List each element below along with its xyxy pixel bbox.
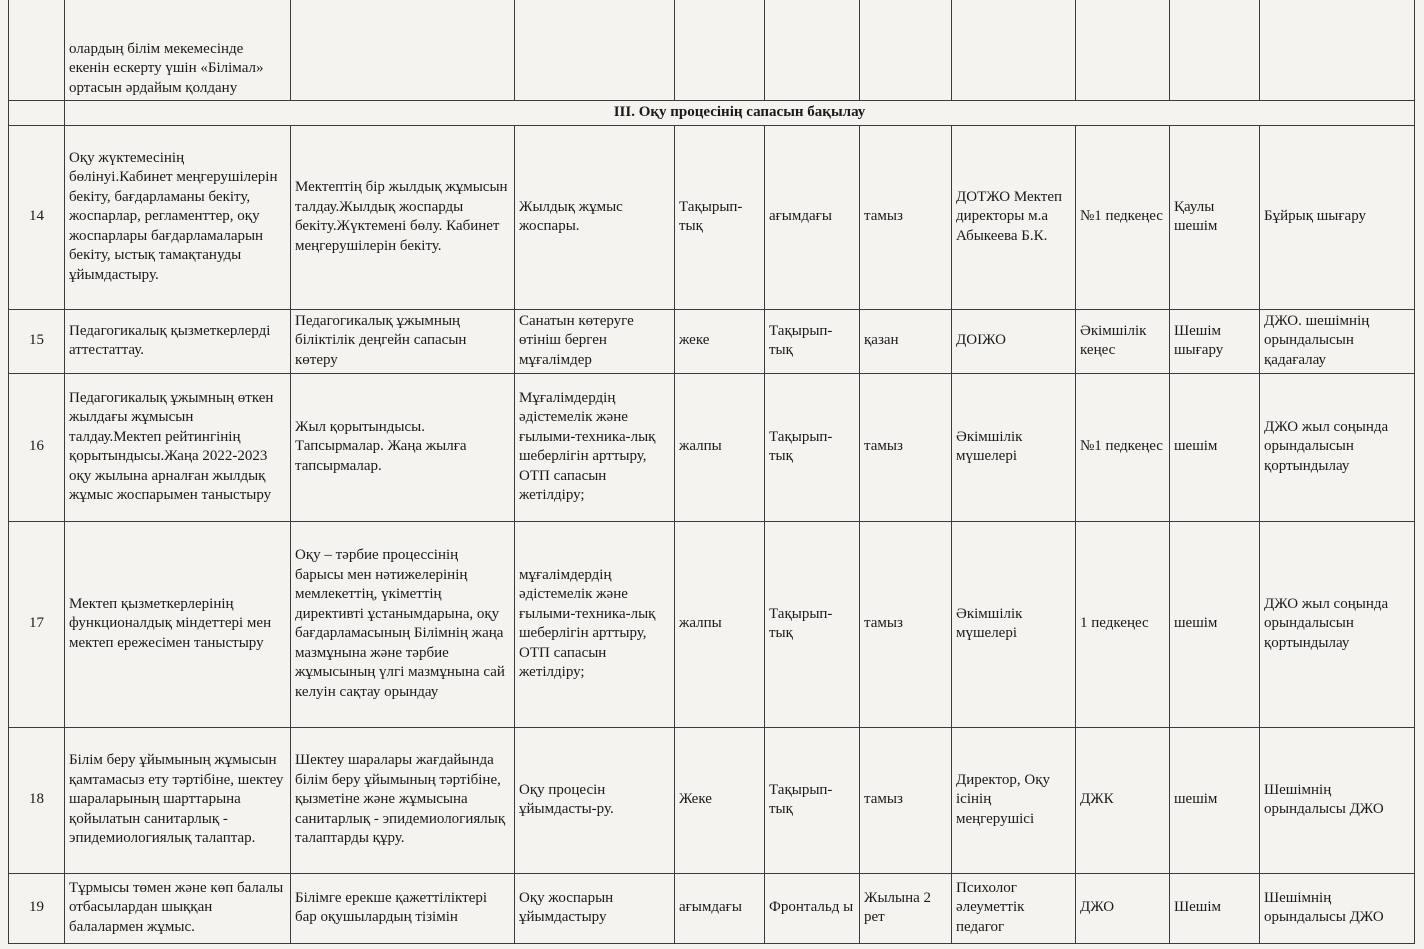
time-cell bbox=[860, 0, 952, 101]
row-number-cell bbox=[9, 0, 65, 101]
purpose-cell: Шектеу шаралары жағдайында білім беру ұйымының тәртібіне, қызметіне және жұмысына санитарлық - эпидемиологиялық талаптарды құру. bbox=[291, 727, 515, 873]
time-cell: тамыз bbox=[860, 373, 952, 521]
section-title: III. Оқу процесінің сапасын бақылау bbox=[65, 101, 1415, 126]
method-cell: ағымдағы bbox=[765, 125, 860, 309]
decision-cell: Қаулы шешім bbox=[1170, 125, 1260, 309]
method-cell: Тақырып-тық bbox=[765, 373, 860, 521]
method-cell: Фронтальд ы bbox=[765, 873, 860, 943]
table-row-continued bbox=[9, 0, 1415, 101]
content-cell: Тұрмысы төмен және көп балалы отбасылардан шыққан балалармен жұмыс. bbox=[65, 873, 291, 943]
responsible-cell: Психолог әлеуметтік педагог bbox=[952, 873, 1076, 943]
table-row bbox=[9, 373, 1415, 521]
table-row bbox=[9, 125, 1415, 309]
place-cell: ДЖК bbox=[1076, 727, 1170, 873]
table-row bbox=[9, 309, 1415, 373]
content-cell: Педагогикалық ұжымның өткен жылдағы жұмысын талдау.Мектеп рейтингінің қорытындысы.Жаңа 2022-2023 оқу жылына арналған жылдық жұмыс жоспарымен таныстыру bbox=[65, 373, 291, 521]
time-cell: тамыз bbox=[860, 727, 952, 873]
place-cell: 1 педкеңес bbox=[1076, 521, 1170, 727]
result-cell: Шешімнің орындалысы ДЖО bbox=[1260, 727, 1415, 873]
object-cell bbox=[515, 0, 675, 101]
purpose-cell: Мектептің бір жылдық жұмысын талдау.Жылдық жоспарды бекіту.Жүктемені бөлу. Кабинет меңгерушілерін бекіту. bbox=[291, 125, 515, 309]
table-row bbox=[9, 873, 1415, 943]
result-cell: Шешімнің орындалысы ДЖО bbox=[1260, 873, 1415, 943]
time-cell: тамыз bbox=[860, 521, 952, 727]
type-cell: Тақырып-тық bbox=[675, 125, 765, 309]
decision-cell bbox=[1170, 0, 1260, 101]
type-cell: жеке bbox=[675, 309, 765, 373]
row-number: 18 bbox=[9, 727, 65, 873]
time-cell: тамыз bbox=[860, 125, 952, 309]
content-cell: Оқу жүктемесінің бөлінуі.Кабинет меңгерушілерін бекіту, бағдарламаны бекіту, жоспарлар, регламенттер, оқу жоспарлары бағдарламаларын бекіту, ыстық тамақтануды ұйымдастыру. bbox=[65, 125, 291, 309]
responsible-cell: ДОТЖО Мектеп директоры м.а Абыкеева Б.К. bbox=[952, 125, 1076, 309]
place-cell: Әкімшілік кеңес bbox=[1076, 309, 1170, 373]
purpose-cell: Оқу – тәрбие процессінің барысы мен нәтижелерінің мемлекеттің, үкіметтің директивті ұстанымдарына, оқу бағдарламасының Білімнің жаңа мазмұнына және тәрбие жұмысының үлгі мазмұнына сай келуін сақтау орындау bbox=[291, 521, 515, 727]
section-header-row bbox=[9, 101, 1415, 126]
place-cell: ДЖО bbox=[1076, 873, 1170, 943]
responsible-cell bbox=[952, 0, 1076, 101]
decision-cell: шешім bbox=[1170, 521, 1260, 727]
object-cell: мұғалімдердің әдістемелік және ғылыми-техника-лық шеберлігін арттыру, ОТП сапасын жетілдіру; bbox=[515, 521, 675, 727]
object-cell: Жылдық жұмыс жоспары. bbox=[515, 125, 675, 309]
content-cell: Педагогикалық қызметкерлерді аттестаттау. bbox=[65, 309, 291, 373]
type-cell: Жеке bbox=[675, 727, 765, 873]
object-cell: Оқу жоспарын ұйымдастыру bbox=[515, 873, 675, 943]
responsible-cell: Әкімшілік мүшелері bbox=[952, 521, 1076, 727]
decision-cell: шешім bbox=[1170, 727, 1260, 873]
control-plan-table bbox=[8, 0, 1415, 944]
method-cell bbox=[765, 0, 860, 101]
table-row bbox=[9, 521, 1415, 727]
purpose-cell: Педагогикалық ұжымның біліктілік деңгейн сапасын көтеру bbox=[291, 309, 515, 373]
result-cell: Бұйрық шығару bbox=[1260, 125, 1415, 309]
type-cell: жалпы bbox=[675, 373, 765, 521]
time-cell: Жылына 2 рет bbox=[860, 873, 952, 943]
purpose-cell bbox=[291, 0, 515, 101]
responsible-cell: ДОІЖО bbox=[952, 309, 1076, 373]
row-number: 17 bbox=[9, 521, 65, 727]
place-cell: №1 педкеңес bbox=[1076, 125, 1170, 309]
result-cell: ДЖО жыл соңында орындалысын қортындылау bbox=[1260, 521, 1415, 727]
result-cell: ДЖО. шешімнің орындалысын қадағалау bbox=[1260, 309, 1415, 373]
decision-cell: шешім bbox=[1170, 373, 1260, 521]
result-cell: ДЖО жыл соңында орындалысын қортындылау bbox=[1260, 373, 1415, 521]
table-row bbox=[9, 727, 1415, 873]
place-cell bbox=[1076, 0, 1170, 101]
decision-cell: Шешім шығару bbox=[1170, 309, 1260, 373]
method-cell: Тақырып-тық bbox=[765, 727, 860, 873]
object-cell: Мұғалімдердің әдістемелік және ғылыми-техника-лық шеберлігін арттыру, ОТП сапасын жетілдіру; bbox=[515, 373, 675, 521]
time-cell: қазан bbox=[860, 309, 952, 373]
row-number: 14 bbox=[9, 125, 65, 309]
responsible-cell: Директор, Оқу ісінің меңгерушісі bbox=[952, 727, 1076, 873]
decision-cell: Шешім bbox=[1170, 873, 1260, 943]
purpose-cell: Жыл қорытындысы. Тапсырмалар. Жаңа жылға тапсырмалар. bbox=[291, 373, 515, 521]
content-cell: Мектеп қызметкерлерінің функционалдық міндеттері мен мектеп ережесімен таныстыру bbox=[65, 521, 291, 727]
method-cell: Тақырып-тық bbox=[765, 521, 860, 727]
object-cell: Оқу процесін ұйымдасты-ру. bbox=[515, 727, 675, 873]
row-number: 15 bbox=[9, 309, 65, 373]
content-cell: олардың білім мекемесінде екенін ескерту үшін «Білімал» ортасын әрдайым қолдану bbox=[65, 0, 291, 101]
content-cell: Білім беру ұйымының жұмысын қамтамасыз ету тәртібіне, шектеу шараларының шарттарына қойылатын санитарлық - эпидемиологиялық талаптар. bbox=[65, 727, 291, 873]
row-number: 19 bbox=[9, 873, 65, 943]
purpose-cell: Білімге ерекше қажеттіліктері бар оқушылардың тізімін bbox=[291, 873, 515, 943]
object-cell: Санатын көтеруге өтініш берген мұғалімдер bbox=[515, 309, 675, 373]
method-cell: Тақырып-тық bbox=[765, 309, 860, 373]
type-cell: ағымдағы bbox=[675, 873, 765, 943]
type-cell bbox=[675, 0, 765, 101]
place-cell: №1 педкеңес bbox=[1076, 373, 1170, 521]
row-number: 16 bbox=[9, 373, 65, 521]
result-cell bbox=[1260, 0, 1415, 101]
type-cell: жалпы bbox=[675, 521, 765, 727]
responsible-cell: Әкімшілік мүшелері bbox=[952, 373, 1076, 521]
